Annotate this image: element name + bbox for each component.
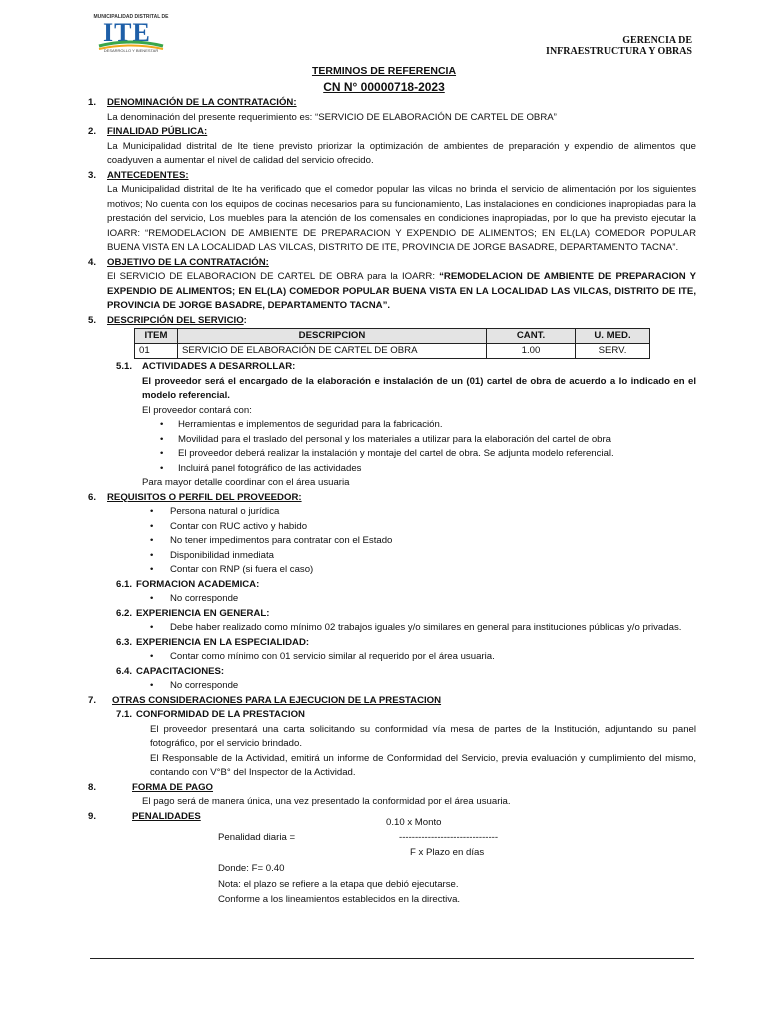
table-header-row: [135, 329, 650, 344]
section-heading: OBJETIVO DE LA CONTRATACIÓN:: [107, 256, 269, 268]
section-heading: FORMA DE PAGO: [132, 781, 214, 793]
document-body: [88, 96, 696, 907]
closing-note: Para mayor detalle coordinar con el área usuaria: [142, 477, 350, 488]
list-item-text: No tener impedimentos para contratar con el Estado: [170, 535, 393, 546]
section-3: [88, 169, 696, 256]
section-heading: REQUISITOS O PERFIL DEL PROVEEDOR:: [107, 491, 302, 503]
municipality-logo: [91, 14, 171, 54]
section-text: La Municipalidad distrital de Ite ha verificado que el comedor popular las vilcas no brinda el servicio de alimentación por los siguientes motivos; No cuenta con los equipos de cocinas necesarios para su funcionamiento, Las instalaciones en condiciones inapropiadas para la prestación del servicio, Los muebles para la atención de los comensales en condiciones inapropiadas, por lo que ha previsto ejecutar la IOARR: “REMODELACION DE AMBIENTE DE PREPARACION Y EXPENDIO DE ALIMENTOS; EN EL(LA) COMEDOR POPULAR BUENA VISTA EN LA LOCALIDAD LAS VILCAS, DISTRITO DE ITE, PROVINCIA DE JORGE BASADRE, DEPARTAMENTO TACNA”.: [107, 184, 696, 253]
subsection-6-1: [88, 578, 696, 593]
department-line-2: INFRAESTRUCTURA Y OBRAS: [546, 46, 692, 57]
heading-colon: :: [243, 314, 247, 326]
section-heading: PENALIDADES: [132, 810, 201, 822]
subsection-6-3: [88, 636, 696, 651]
list-item: [88, 505, 696, 520]
list-item-text: Persona natural o jurídica: [170, 506, 280, 517]
bullet-icon: •: [150, 680, 154, 691]
list-item-text: No corresponde: [170, 593, 239, 604]
subsection-number: 6.4.: [116, 665, 133, 677]
table-cell: SERVICIO DE ELABORACIÓN DE CARTEL DE OBRA: [178, 344, 487, 359]
document-title: TERMINOS DE REFERENCIA: [311, 65, 457, 77]
bullet-icon: •: [160, 433, 164, 445]
formula-donde: Donde: F= 0.40: [218, 863, 285, 874]
section-1: [88, 96, 696, 125]
list-item-text: Debe haber realizado como mínimo 02 trabajos iguales y/o similares en general para instituciones públicas y/o privadas.: [170, 622, 682, 633]
list-item-text: Disponibilidad inmediata: [170, 549, 274, 561]
logo-top-text: MUNICIPALIDAD DISTRITAL DE: [93, 14, 169, 20]
bullet-icon: •: [150, 622, 154, 633]
bullet-icon: •: [160, 462, 164, 474]
paragraph: El Responsable de la Actividad, emitirá un informe de Conformidad del Servicio, previa evaluación y cumplimiento del mismo, contando con V°B° del Inspector de la Actividad.: [150, 752, 696, 778]
section-7: [88, 694, 696, 709]
section-6: [88, 491, 696, 506]
subsection-heading: FORMACION ACADEMICA:: [136, 578, 260, 590]
subsection-heading: EXPERIENCIA EN GENERAL:: [136, 607, 270, 619]
column-header: ITEM: [135, 329, 178, 344]
section-heading: DESCRIPCIÓN DEL SERVICIO: [107, 314, 244, 326]
subsection-number: 6.1.: [116, 578, 133, 590]
subsection-heading: EXPERIENCIA EN LA ESPECIALIDAD:: [136, 636, 310, 648]
subsection-intro: El proveedor contará con:: [142, 404, 252, 416]
objective-plain-text: El SERVICIO DE ELABORACION DE CARTEL DE OBRA para la IOARR:: [107, 271, 440, 282]
paragraph: El proveedor presentará una carta solicitando su conformidad vía mesa de partes de la Institución, adjuntando su panel fotográfico, por el servicio brindado.: [150, 723, 696, 749]
subsection-number: 5.1.: [116, 361, 133, 372]
bullet-icon: •: [150, 520, 154, 532]
formula-label: Penalidad diaria =: [218, 832, 296, 843]
list-item: [88, 563, 696, 578]
logo-tagline: DESARROLLO Y BIENESTAR: [103, 48, 159, 53]
list-item-text: No corresponde: [170, 680, 239, 691]
list-item: [88, 650, 696, 665]
list-item: [88, 592, 696, 607]
subsection-heading: CAPACITACIONES:: [136, 665, 225, 677]
subsection-bold-text: El proveedor será el encargado de la elaboración e instalación de un (01) cartel de obra de acuerdo a lo indicado en el modelo referencial.: [142, 375, 696, 401]
list-item-text: Contar con RUC activo y habido: [170, 520, 308, 532]
section-heading: ANTECEDENTES:: [107, 169, 189, 181]
section-text: La denominación del presente requerimiento es: “SERVICIO DE ELABORACIÓN DE CARTEL DE OBRA”: [107, 111, 557, 123]
department-header: [546, 35, 692, 57]
penalty-conforme: Conforme a los lineamientos establecidos en la directiva.: [218, 893, 461, 905]
section-number: 9.: [88, 810, 97, 822]
subsection-heading: CONFORMIDAD DE LA PRESTACION: [136, 709, 305, 720]
subsection-6-2: [88, 607, 696, 622]
department-line-1: GERENCIA DE: [622, 35, 692, 46]
list-item: [88, 534, 696, 549]
list-item: [88, 549, 696, 564]
subsection-number: 7.1.: [116, 709, 133, 720]
section-heading: FINALIDAD PÚBLICA:: [107, 126, 208, 137]
list-item-text: Movilidad para el traslado del personal y los materiales a utilizar para la elaboración del cartel de obra: [178, 433, 612, 445]
column-header: CANT.: [487, 329, 576, 344]
list-item: [88, 679, 696, 694]
section-heading: DENOMINACIÓN DE LA CONTRATACIÓN:: [107, 97, 297, 108]
list-item: [88, 462, 696, 477]
table-row: [135, 344, 650, 359]
column-header: U. MED.: [576, 329, 650, 344]
section-text: [107, 270, 696, 314]
formula-divider: -------------------------------: [399, 832, 499, 843]
section-number: 5.: [88, 314, 97, 326]
list-item: [88, 621, 696, 636]
section-number: 3.: [88, 169, 97, 181]
subsection-number: 6.3.: [116, 636, 133, 648]
document-number: CN N° 00000718-2023: [323, 80, 445, 94]
section-heading-wrap: [107, 314, 696, 329]
list-item-text: Herramientas e implementos de seguridad para la fabricación.: [178, 419, 443, 430]
section-heading: OTRAS CONSIDERACIONES PARA LA EJECUCION DE LA PRESTACION: [112, 694, 442, 706]
penalty-note: Nota: el plazo se refiere a la etapa que debió ejecutarse.: [218, 879, 459, 890]
penalty-formula: [88, 817, 696, 890]
formula-denominator: F x Plazo en días: [410, 847, 485, 858]
list-item-text: El proveedor deberá realizar la instalación y montaje del cartel de obra. Se adjunta modelo referencial.: [178, 448, 614, 459]
logo-word: ITE: [103, 18, 151, 47]
section-5: [88, 314, 696, 329]
list-item: [88, 447, 696, 462]
bullet-icon: •: [160, 448, 164, 459]
section-number: 1.: [88, 97, 97, 108]
list-item-text: Incluirá panel fotográfico de las actividades: [178, 462, 362, 474]
service-table: [134, 328, 650, 359]
section-number: 4.: [88, 256, 97, 268]
bullet-icon: •: [150, 535, 154, 546]
subsection-5-1: [88, 360, 696, 418]
list-item-text: Contar con RNP (si fuera el caso): [170, 564, 314, 575]
section-number: 8.: [88, 781, 97, 793]
section-number: 2.: [88, 126, 97, 137]
subsection-heading: ACTIVIDADES A DESARROLLAR:: [142, 361, 296, 372]
section-number: 7.: [88, 694, 97, 706]
list-item: [88, 433, 696, 448]
bullet-icon: •: [150, 564, 154, 575]
list-item: [88, 520, 696, 535]
bullet-icon: •: [150, 506, 154, 517]
bullet-icon: •: [150, 651, 154, 662]
objective-bold-text: “REMODELACION DE AMBIENTE DE PREPARACION Y EXPENDIO DE ALIMENTOS; EN EL(LA) COMEDOR POPULAR BUENA VISTA EN LA LOCALIDAD LAS VILCAS, DISTRITO DE ITE, PROVINCIA DE JORGE BASADRE, DEPARTAMENTO TACNA”.: [107, 271, 697, 311]
section-8: [88, 781, 696, 796]
bullet-icon: •: [160, 419, 164, 430]
list-item: [88, 418, 696, 433]
subsection-7-1: [88, 708, 696, 723]
table-cell: SERV.: [576, 344, 650, 359]
column-header: DESCRIPCION: [178, 329, 487, 344]
list-item-text: Contar como mínimo con 01 servicio similar al requerido por el área usuaria.: [170, 651, 495, 662]
subsection-6-4: [88, 665, 696, 680]
bullet-icon: •: [150, 593, 154, 604]
formula-numerator: 0.10 x Monto: [386, 817, 442, 828]
section-2: [88, 125, 696, 169]
subsection-number: 6.2.: [116, 607, 133, 619]
table-cell: 01: [135, 344, 178, 359]
footer-divider: [90, 958, 694, 959]
bullet-icon: •: [150, 549, 154, 561]
section-number: 6.: [88, 491, 97, 503]
section-4: [88, 256, 696, 314]
section-text: La Municipalidad distrital de Ite tiene previsto priorizar la optimización de ambientes de preparación y expendio de alimentos que coadyuven a aumentar el nivel de calidad del servicio ofrecido.: [107, 140, 696, 166]
paragraph: El pago será de manera única, una vez presentado la conformidad por el área usuaria.: [142, 796, 511, 807]
table-cell: 1.00: [487, 344, 576, 359]
